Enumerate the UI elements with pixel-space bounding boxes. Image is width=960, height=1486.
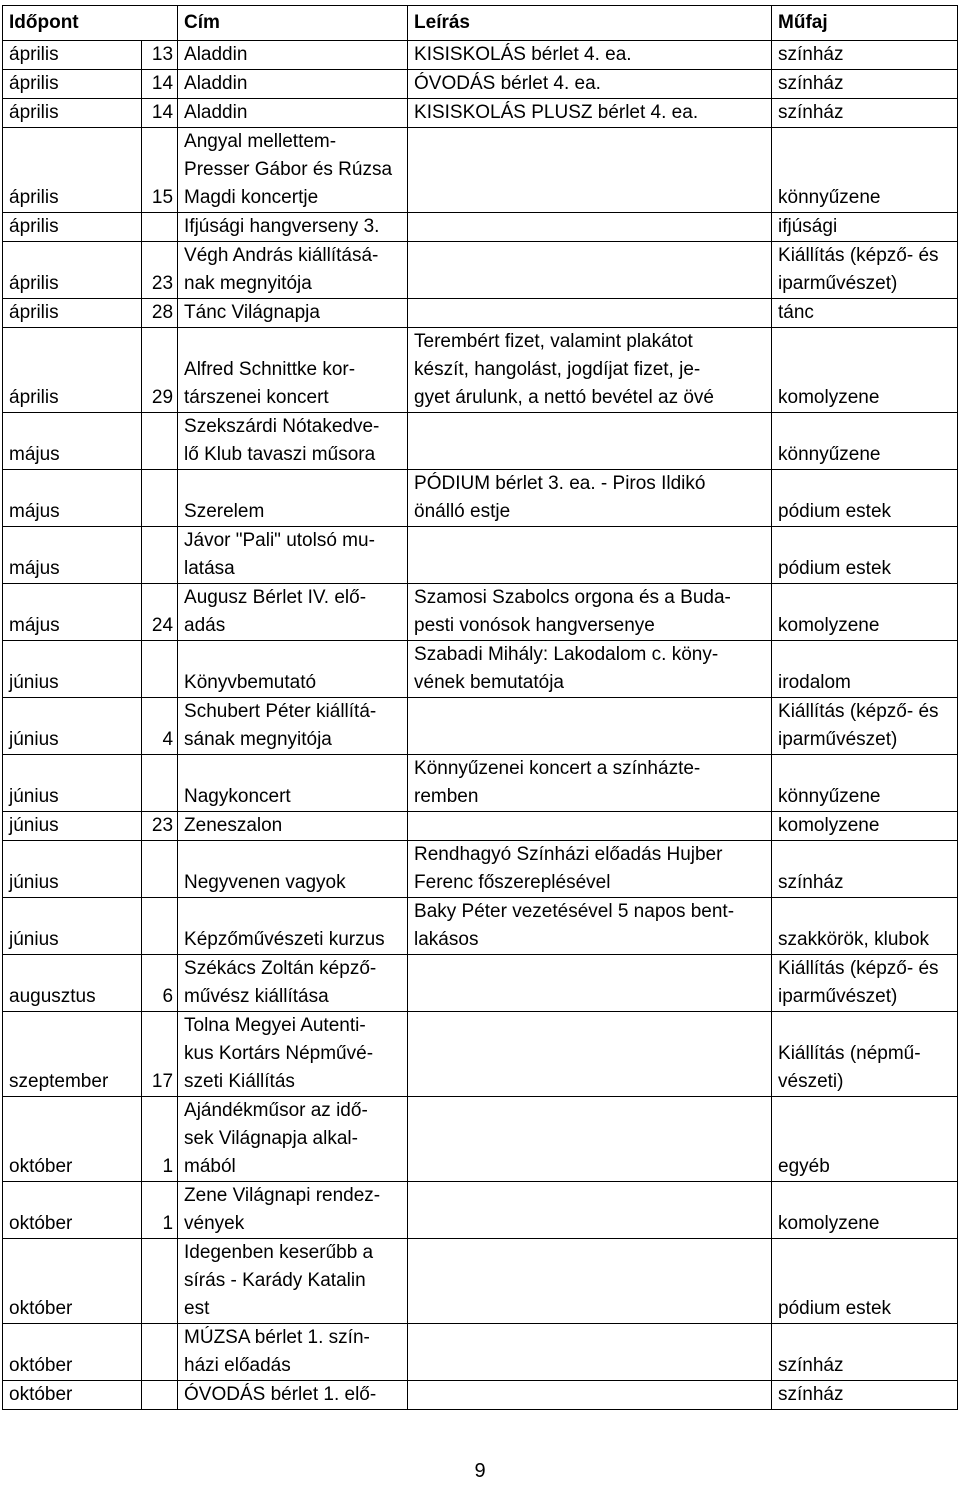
title-cell: Nagykoncert — [178, 755, 408, 812]
description-cell — [408, 1381, 772, 1410]
description-cell — [408, 527, 772, 584]
day-cell: 13 — [142, 41, 178, 70]
title-cell: Szekszárdi Nótakedve- lő Klub tavaszi műsora — [178, 413, 408, 470]
description-cell: Rendhagyó Színházi előadás Hujber Ferenc főszereplésével — [408, 841, 772, 898]
genre-cell: Kiállítás (népmű- vészeti) — [772, 1012, 958, 1097]
month-cell: április — [3, 99, 142, 128]
month-cell: április — [3, 70, 142, 99]
month-cell: április — [3, 299, 142, 328]
table-row — [3, 328, 958, 413]
month-cell: május — [3, 527, 142, 584]
day-cell: 23 — [142, 242, 178, 299]
table-row — [3, 299, 958, 328]
title-cell: Végh András kiállításá- nak megnyitója — [178, 242, 408, 299]
genre-cell: színház — [772, 841, 958, 898]
month-cell: június — [3, 898, 142, 955]
title-cell: Tánc Világnapja — [178, 299, 408, 328]
day-cell: 1 — [142, 1097, 178, 1182]
description-cell: Terembért fizet, valamint plakátot készít, hangolást, jogdíjat fizet, je- gyet árulunk, a nettó bevétel az övé — [408, 328, 772, 413]
genre-cell: színház — [772, 1324, 958, 1381]
day-cell — [142, 527, 178, 584]
genre-cell: komolyzene — [772, 328, 958, 413]
header-description: Leírás — [408, 6, 772, 41]
description-cell: PÓDIUM bérlet 3. ea. - Piros Ildikó önálló estje — [408, 470, 772, 527]
header-time: Időpont — [3, 6, 178, 41]
table-row — [3, 1097, 958, 1182]
month-cell: május — [3, 584, 142, 641]
genre-cell: komolyzene — [772, 812, 958, 841]
month-cell: október — [3, 1324, 142, 1381]
genre-cell: Kiállítás (képző- és iparművészet) — [772, 242, 958, 299]
header-genre: Műfaj — [772, 6, 958, 41]
day-cell — [142, 1239, 178, 1324]
title-cell: Idegenben keserűbb a sírás - Karády Katalin est — [178, 1239, 408, 1324]
table-row — [3, 242, 958, 299]
title-cell: Aladdin — [178, 70, 408, 99]
month-cell: június — [3, 841, 142, 898]
month-cell: június — [3, 755, 142, 812]
month-cell: június — [3, 812, 142, 841]
genre-cell: tánc — [772, 299, 958, 328]
month-cell: április — [3, 242, 142, 299]
table-row — [3, 413, 958, 470]
description-cell — [408, 299, 772, 328]
genre-cell: ifjúsági — [772, 213, 958, 242]
description-cell — [408, 698, 772, 755]
day-cell: 15 — [142, 128, 178, 213]
month-cell: június — [3, 698, 142, 755]
table-row — [3, 812, 958, 841]
month-cell: október — [3, 1182, 142, 1239]
title-cell: Képzőművészeti kurzus — [178, 898, 408, 955]
description-cell — [408, 955, 772, 1012]
genre-cell: Kiállítás (képző- és iparművészet) — [772, 955, 958, 1012]
title-cell: MÚZSA bérlet 1. szín- házi előadás — [178, 1324, 408, 1381]
month-cell: október — [3, 1097, 142, 1182]
day-cell: 29 — [142, 328, 178, 413]
table-header — [3, 6, 958, 41]
title-cell: Aladdin — [178, 41, 408, 70]
table-row — [3, 470, 958, 527]
genre-cell: színház — [772, 99, 958, 128]
description-cell — [408, 1182, 772, 1239]
table-row — [3, 955, 958, 1012]
description-cell — [408, 1097, 772, 1182]
title-cell: Ajándékműsor az idő- sek Világnapja alkal- mából — [178, 1097, 408, 1182]
table-row — [3, 755, 958, 812]
table-row — [3, 841, 958, 898]
month-cell: április — [3, 213, 142, 242]
genre-cell: szakkörök, klubok — [772, 898, 958, 955]
day-cell: 14 — [142, 99, 178, 128]
genre-cell: egyéb — [772, 1097, 958, 1182]
day-cell — [142, 1381, 178, 1410]
table-row — [3, 1324, 958, 1381]
month-cell: augusztus — [3, 955, 142, 1012]
genre-cell: könnyűzene — [772, 413, 958, 470]
description-cell: KISISKOLÁS PLUSZ bérlet 4. ea. — [408, 99, 772, 128]
day-cell: 17 — [142, 1012, 178, 1097]
day-cell — [142, 841, 178, 898]
genre-cell: színház — [772, 41, 958, 70]
genre-cell: könnyűzene — [772, 128, 958, 213]
month-cell: április — [3, 128, 142, 213]
table-row — [3, 99, 958, 128]
genre-cell: Kiállítás (képző- és iparművészet) — [772, 698, 958, 755]
page-number: 9 — [474, 1460, 486, 1482]
genre-cell: pódium estek — [772, 1239, 958, 1324]
title-cell: Ifjúsági hangverseny 3. — [178, 213, 408, 242]
genre-cell: komolyzene — [772, 584, 958, 641]
table-row — [3, 584, 958, 641]
month-cell: szeptember — [3, 1012, 142, 1097]
month-cell: június — [3, 641, 142, 698]
day-cell: 4 — [142, 698, 178, 755]
title-cell: Alfred Schnittke kor- társzenei koncert — [178, 328, 408, 413]
genre-cell: színház — [772, 70, 958, 99]
title-cell: Zeneszalon — [178, 812, 408, 841]
table-row — [3, 70, 958, 99]
table-row — [3, 898, 958, 955]
table-row — [3, 1239, 958, 1324]
genre-cell: komolyzene — [772, 1182, 958, 1239]
description-cell: Könnyűzenei koncert a színházte- remben — [408, 755, 772, 812]
day-cell: 24 — [142, 584, 178, 641]
table-row — [3, 527, 958, 584]
day-cell — [142, 1324, 178, 1381]
title-cell: Aladdin — [178, 99, 408, 128]
genre-cell: pódium estek — [772, 470, 958, 527]
genre-cell: színház — [772, 1381, 958, 1410]
month-cell: május — [3, 470, 142, 527]
title-cell: Schubert Péter kiállítá- sának megnyitója — [178, 698, 408, 755]
table-row — [3, 641, 958, 698]
day-cell — [142, 413, 178, 470]
description-cell — [408, 1324, 772, 1381]
day-cell — [142, 470, 178, 527]
month-cell: április — [3, 328, 142, 413]
day-cell — [142, 213, 178, 242]
day-cell: 23 — [142, 812, 178, 841]
table-row — [3, 213, 958, 242]
title-cell: Angyal mellettem- Presser Gábor és Rúzsa Magdi koncertje — [178, 128, 408, 213]
title-cell: Szerelem — [178, 470, 408, 527]
month-cell: május — [3, 413, 142, 470]
title-cell: Augusz Bérlet IV. elő- adás — [178, 584, 408, 641]
description-cell: ÓVODÁS bérlet 4. ea. — [408, 70, 772, 99]
day-cell — [142, 898, 178, 955]
day-cell — [142, 755, 178, 812]
table-row — [3, 698, 958, 755]
month-cell: április — [3, 41, 142, 70]
title-cell: Székács Zoltán képző- művész kiállítása — [178, 955, 408, 1012]
title-cell: ÓVODÁS bérlet 1. elő- — [178, 1381, 408, 1410]
table-row — [3, 41, 958, 70]
title-cell: Könyvbemutató — [178, 641, 408, 698]
day-cell: 1 — [142, 1182, 178, 1239]
month-cell: október — [3, 1239, 142, 1324]
day-cell — [142, 641, 178, 698]
month-cell: október — [3, 1381, 142, 1410]
description-cell — [408, 1239, 772, 1324]
table-row — [3, 128, 958, 213]
description-cell — [408, 1012, 772, 1097]
genre-cell: könnyűzene — [772, 755, 958, 812]
header-title: Cím — [178, 6, 408, 41]
genre-cell: irodalom — [772, 641, 958, 698]
title-cell: Tolna Megyei Autenti- kus Kortárs Népművé- szeti Kiállítás — [178, 1012, 408, 1097]
schedule-table — [2, 5, 958, 1410]
title-cell: Negyvenen vagyok — [178, 841, 408, 898]
day-cell: 28 — [142, 299, 178, 328]
description-cell: Szabadi Mihály: Lakodalom c. köny- vének bemutatója — [408, 641, 772, 698]
table-row — [3, 1012, 958, 1097]
description-cell — [408, 413, 772, 470]
description-cell — [408, 812, 772, 841]
description-cell: KISISKOLÁS bérlet 4. ea. — [408, 41, 772, 70]
title-cell: Zene Világnapi rendez- vények — [178, 1182, 408, 1239]
table-body — [3, 41, 958, 1410]
day-cell: 6 — [142, 955, 178, 1012]
table-row — [3, 1182, 958, 1239]
description-cell — [408, 213, 772, 242]
genre-cell: pódium estek — [772, 527, 958, 584]
table-row — [3, 1381, 958, 1410]
title-cell: Jávor "Pali" utolsó mu- latása — [178, 527, 408, 584]
description-cell: Baky Péter vezetésével 5 napos bent- lakásos — [408, 898, 772, 955]
description-cell: Szamosi Szabolcs orgona és a Buda- pesti vonósok hangversenye — [408, 584, 772, 641]
day-cell: 14 — [142, 70, 178, 99]
description-cell — [408, 242, 772, 299]
description-cell — [408, 128, 772, 213]
